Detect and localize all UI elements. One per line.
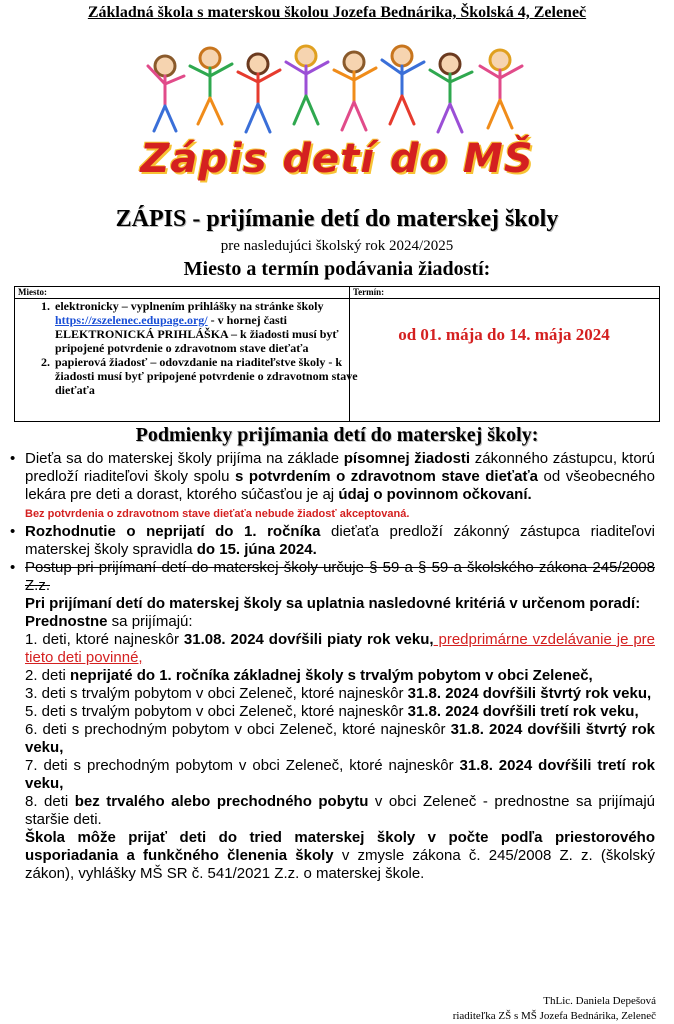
conditions-heading: Podmienky prijímania detí do materskej školy: bbox=[135, 424, 539, 446]
criterion-8: 8. deti bez trvalého alebo prechodného pobytu v obci Zeleneč - prednostne sa prijímajú staršie deti. bbox=[25, 793, 655, 828]
place-and-term-heading: Miesto a termín podávania žiadostí: bbox=[183, 258, 491, 280]
signature-name: ThLic. Daniela Depešová bbox=[543, 995, 656, 1007]
application-table bbox=[14, 286, 660, 422]
criteria-intro: Pri prijímaní detí do materskej školy sa uplatnia nasledovné kritériá v určenom poradí: bbox=[25, 595, 641, 612]
child-figure-8 bbox=[480, 50, 522, 128]
child-figure-1 bbox=[148, 56, 184, 131]
criterion-7: 7. deti s prechodným pobytom v obci Zeleneč, ktoré najneskôr 31.8. 2024 dovŕšili tretí rok veku, bbox=[25, 757, 655, 792]
criterion-5: 5. deti s trvalým pobytom v obci Zeleneč, ktoré najneskôr 31.8. 2024 dovŕšili tretí rok veku, bbox=[25, 703, 639, 720]
child-figure-2 bbox=[190, 48, 232, 124]
child-figure-5 bbox=[334, 52, 376, 130]
signature-role: riaditeľka ZŠ s MŠ Jozefa Bednárika, Zeleneč bbox=[452, 1010, 656, 1022]
child-figure-7 bbox=[430, 54, 472, 132]
child-figure-6 bbox=[382, 46, 424, 124]
criterion-6: 6. deti s prechodným pobytom v obci Zeleneč, ktoré najneskôr 31.8. 2024 dovŕšili štvrtý rok veku, bbox=[25, 721, 655, 756]
bullet-icon: • bbox=[10, 559, 16, 576]
condition-item-rejection: • Rozhodnutie o neprijatí do 1. ročníka dieťaťa predloží zákonný zástupca riaditeľovi materskej školy spravidla do 15. júna 2024. bbox=[10, 523, 655, 558]
child-figure-3 bbox=[238, 54, 280, 132]
school-header: Základná škola s materskou školou Jozefa Bednárika, Školská 4, Zeleneč bbox=[87, 4, 587, 21]
admission-criteria bbox=[8, 595, 655, 883]
criterion-1: 1. deti, ktoré najneskôr 31.08. 2024 dovŕšili piaty rok veku, predprimárne vzdelávanie je pre tieto deti povinné, bbox=[25, 631, 655, 666]
capacity-note: Škola môže prijať deti do tried materskej školy v počte podľa priestorového usporiadania a funkčného členenia školy v zmysle zákona č. 245/2008 Z. z. (školský zákon), vyhlášky MŠ SR č. 541/2021 Z.z. o materskej škole. bbox=[25, 829, 656, 882]
conditions-section bbox=[8, 450, 655, 883]
submission-term: od 01. mája do 14. mája 2024 bbox=[398, 325, 610, 344]
children-illustration bbox=[140, 36, 530, 146]
place-column-header: Miesto: bbox=[18, 287, 47, 297]
edupage-link[interactable]: https://zszelenec.edupage.org/ bbox=[55, 313, 208, 327]
signature-block bbox=[453, 994, 656, 1024]
bullet-icon: • bbox=[10, 450, 16, 467]
submission-methods-list bbox=[15, 299, 383, 397]
list-item-electronic: 1. elektronicky – vyplnením prihlášky na stránke školy https://zszelenec.edupage.org/ - v hornej časti ELEKTRONICKÁ PRIHLÁŠKA – k žiadosti musí byť pripojené potvrdenie o zdravotnom stave dieťaťa bbox=[53, 299, 383, 355]
bullet-icon: • bbox=[10, 523, 16, 540]
criterion-2: 2. deti neprijaté do 1. ročníka základnej školy s trvalým pobytom v obci Zeleneč, bbox=[25, 667, 593, 684]
condition-item-application: • Dieťa sa do materskej školy prijíma na základe písomnej žiadosti zákonného zástupcu, ktorú predloží riaditeľovi školy spolu s potvrdením o zdravotnom stave dieťaťa od všeobecného lekára pre deti a dorast, ktorého súčasťou je aj údaj o povinnom očkovaní. Bez potvrdenia o zdravotnom stave dieťaťa nebude žiadosť akceptovaná. bbox=[10, 450, 655, 520]
health-certificate-warning: Bez potvrdenia o zdravotnom stave dieťaťa nebude žiadosť akceptovaná. bbox=[25, 508, 410, 520]
criterion-3: 3. deti s trvalým pobytom v obci Zeleneč, ktoré najneskôr 31.8. 2024 dovŕšili štvrtý rok veku, bbox=[25, 685, 652, 702]
condition-item-procedure: • Postup pri prijímaní detí do materskej školy určuje § 59 a § 59 a školského zákona 245/2008 Z.z. bbox=[10, 559, 655, 594]
school-year-subtitle: pre nasledujúci školský rok 2024/2025 bbox=[220, 238, 454, 254]
term-column-header: Termín: bbox=[353, 287, 385, 297]
page-title: ZÁPIS - prijímanie detí do materskej školy bbox=[115, 206, 559, 232]
child-figure-4 bbox=[286, 46, 328, 124]
criteria-preference: Prednostne sa prijímajú: bbox=[25, 613, 193, 630]
banner-title: Zápis detí do MŠ bbox=[140, 136, 534, 182]
list-item-paper: 2. papierová žiadosť – odovzdanie na riaditeľstve školy - k žiadosti musí byť pripojené potvrdenie o zdravotnom stave dieťaťa bbox=[53, 355, 383, 397]
